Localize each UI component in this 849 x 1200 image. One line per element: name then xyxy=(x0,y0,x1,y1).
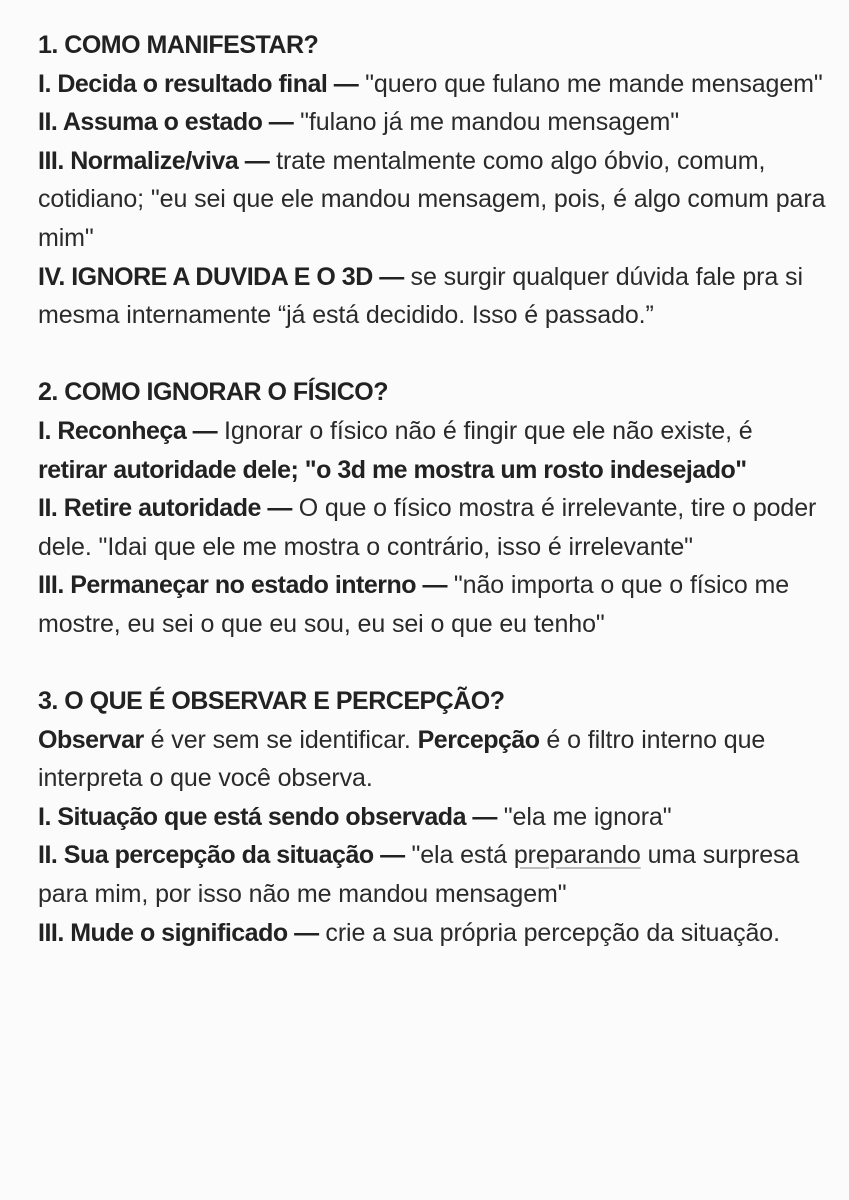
item-text: crie a sua própria percepção da situação. xyxy=(318,918,780,947)
term-observar: Observar xyxy=(38,725,144,754)
section-manifest xyxy=(38,26,828,335)
list-item xyxy=(38,914,828,953)
item-text: se surgir qualquer dúvida fale pra si mesma internamente “já está decidido. Isso é passado.” xyxy=(38,262,803,330)
list-item xyxy=(38,258,828,335)
item-label: III. Permaneçar no estado interno — xyxy=(38,571,448,600)
list-item xyxy=(38,798,828,837)
item-text: O que o físico mostra é irrelevante, tire o poder dele. "Idai que ele me mostra o contrário, isso é irrelevante" xyxy=(38,494,817,561)
section-title: 2. COMO IGNORAR O FÍSICO? xyxy=(38,378,389,407)
list-item xyxy=(38,142,828,258)
item-label: II. Assuma o estado — xyxy=(38,108,294,137)
section-title: 3. O QUE É OBSERVAR E PERCEPÇÃO? xyxy=(38,687,505,716)
underlined-word: preparando xyxy=(513,841,641,870)
item-label: II. Sua percepção da situação — xyxy=(38,841,405,870)
item-emphasis: retirar autoridade dele; "o 3d me mostra um rosto indesejado" xyxy=(38,455,747,484)
item-label: I. Decida o resultado final — xyxy=(38,69,359,98)
item-text: Ignorar o físico não é fingir que ele não existe, é xyxy=(217,416,753,445)
item-text: "fulano já me mandou mensagem" xyxy=(293,108,680,137)
item-text: "ela está xyxy=(404,841,514,870)
list-item xyxy=(38,566,828,643)
item-label: III. Mude o significado — xyxy=(38,918,319,947)
section-intro xyxy=(38,721,828,798)
list-item xyxy=(38,836,828,913)
document-page xyxy=(38,26,828,952)
item-label: I. Situação que está sendo observada — xyxy=(38,802,497,831)
intro-text: é o filtro interno que interpreta o que você observa. xyxy=(38,725,766,793)
intro-text: é ver sem se identificar. xyxy=(143,725,418,754)
item-label: I. Reconheça — xyxy=(38,416,218,445)
item-label: II. Retire autoridade — xyxy=(38,494,292,523)
section-title: 1. COMO MANIFESTAR? xyxy=(38,31,319,59)
list-item xyxy=(38,412,828,489)
section-spacer xyxy=(38,644,828,683)
item-text: "quero que fulano me mande mensagem" xyxy=(358,69,823,98)
list-item xyxy=(38,65,828,104)
list-item xyxy=(38,489,828,566)
item-label: III. Normalize/viva — xyxy=(38,146,270,175)
section-observe-perception xyxy=(38,682,828,952)
item-text: "não importa o que o físico me mostre, eu sei o que eu sou, eu sei o que eu tenho" xyxy=(38,571,790,638)
section-spacer xyxy=(38,335,828,374)
list-item xyxy=(38,103,828,142)
item-text: "ela me ignora" xyxy=(496,802,672,831)
item-label: IV. IGNORE A DUVIDA E O 3D — xyxy=(38,262,404,291)
term-percepcao: Percepção xyxy=(417,725,540,754)
section-ignore-physical xyxy=(38,373,828,643)
item-text: trate mentalmente como algo óbvio, comum, cotidiano; "eu sei que ele mandou mensagem, pois, é algo comum para mim" xyxy=(38,146,826,252)
item-text: uma surpresa para mim, por isso não me mandou mensagem" xyxy=(38,841,800,909)
